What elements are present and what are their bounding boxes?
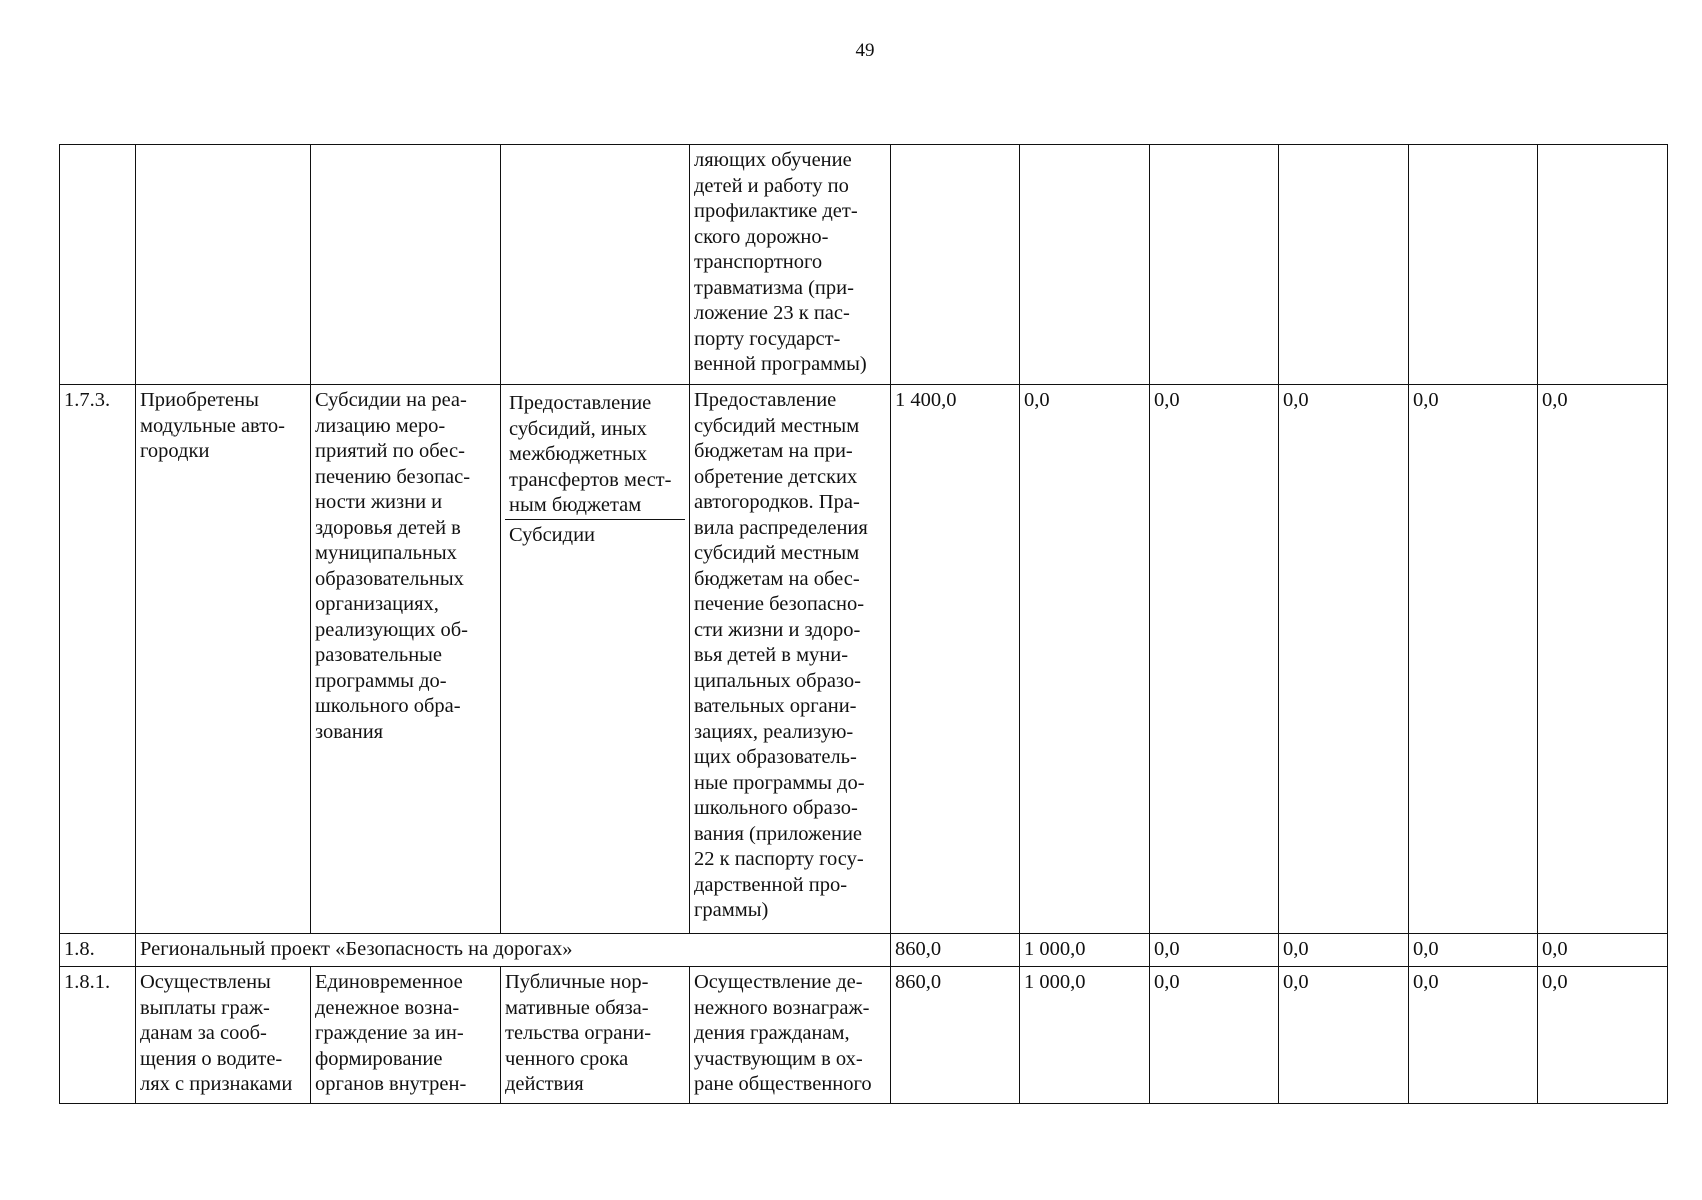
- cell-description: ляющих обучение детей и работу по профилактике дет- ского дорожно- транспортного травматизма (при- ложение 23 к пас- порту государст- венной программы): [690, 145, 891, 385]
- cell-measure: Единовременное денежное возна- граждение за ин- формирование органов внутрен-: [311, 967, 501, 1104]
- cell-num: 1.8.1.: [60, 967, 136, 1104]
- cell-measure: [311, 145, 501, 385]
- cell-mechanism: Публичные нор- мативные обяза- тельства ограни- ченного срока действия: [501, 967, 690, 1104]
- cell-result: [136, 145, 311, 385]
- cell-value-5: 0,0: [1409, 934, 1538, 967]
- cell-num: [60, 145, 136, 385]
- cell-value-2: 1 000,0: [1020, 967, 1150, 1104]
- cell-value-4: 0,0: [1279, 385, 1409, 934]
- cell-value-2: 1 000,0: [1020, 934, 1150, 967]
- cell-result: Осуществлены выплаты граж- данам за сооб- щения о водите- лях с признаками: [136, 967, 311, 1104]
- program-table: [59, 144, 1668, 1104]
- cell-value-1: 1 400,0: [891, 385, 1020, 934]
- table-row: [60, 967, 1668, 1104]
- cell-value-4: [1279, 145, 1409, 385]
- cell-value-3: 0,0: [1150, 385, 1279, 934]
- cell-value-1: 860,0: [891, 967, 1020, 1104]
- cell-value-6: 0,0: [1538, 385, 1668, 934]
- cell-value-4: 0,0: [1279, 934, 1409, 967]
- cell-mechanism: [501, 385, 690, 934]
- cell-value-4: 0,0: [1279, 967, 1409, 1104]
- table-row: [60, 934, 1668, 967]
- table-row: [60, 145, 1668, 385]
- cell-value-6: [1538, 145, 1668, 385]
- mechanism-bottom: Субсидии: [509, 523, 596, 546]
- cell-value-5: 0,0: [1409, 967, 1538, 1104]
- cell-description: Осуществление де- нежного вознаграж- дения гражданам, участвующим в ох- ране общественного: [690, 967, 891, 1104]
- cell-mechanism: [501, 145, 690, 385]
- cell-value-3: [1150, 145, 1279, 385]
- cell-measure: Субсидии на реа- лизацию меро- приятий по обес- печению безопас- ности жизни и здоровья детей в муниципальных образовательных организациях, реализующих об- разовательные программы до- школьного обра- зования: [311, 385, 501, 934]
- cell-value-2: [1020, 145, 1150, 385]
- cell-value-2: 0,0: [1020, 385, 1150, 934]
- table-row: [60, 385, 1668, 934]
- mechanism-top: Предоставление субсидий, иных межбюджетных трансфертов мест- ным бюджетам: [505, 388, 685, 520]
- cell-value-1: [891, 145, 1020, 385]
- cell-value-5: 0,0: [1409, 385, 1538, 934]
- cell-value-6: 0,0: [1538, 934, 1668, 967]
- cell-value-6: 0,0: [1538, 967, 1668, 1104]
- cell-value-3: 0,0: [1150, 934, 1279, 967]
- cell-value-5: [1409, 145, 1538, 385]
- cell-value-1: 860,0: [891, 934, 1020, 967]
- cell-num: 1.7.3.: [60, 385, 136, 934]
- cell-result: Приобретены модульные авто- городки: [136, 385, 311, 934]
- cell-description: Предоставление субсидий местным бюджетам на при- обретение детских автогородков. Пра- вила распределения субсидий местным бюджетам на обес- печение безопасно- сти жизни и здоро- вья детей в муни- ципальных образо- вательных органи- зациях, реализую- щих образователь- ные программы до- школьного образо- вания (приложение 22 к паспорту госу- дарственной про- граммы): [690, 385, 891, 934]
- page-number: 49: [855, 40, 875, 61]
- cell-project-title: Региональный проект «Безопасность на дорогах»: [136, 934, 891, 967]
- cell-value-3: 0,0: [1150, 967, 1279, 1104]
- cell-num: 1.8.: [60, 934, 136, 967]
